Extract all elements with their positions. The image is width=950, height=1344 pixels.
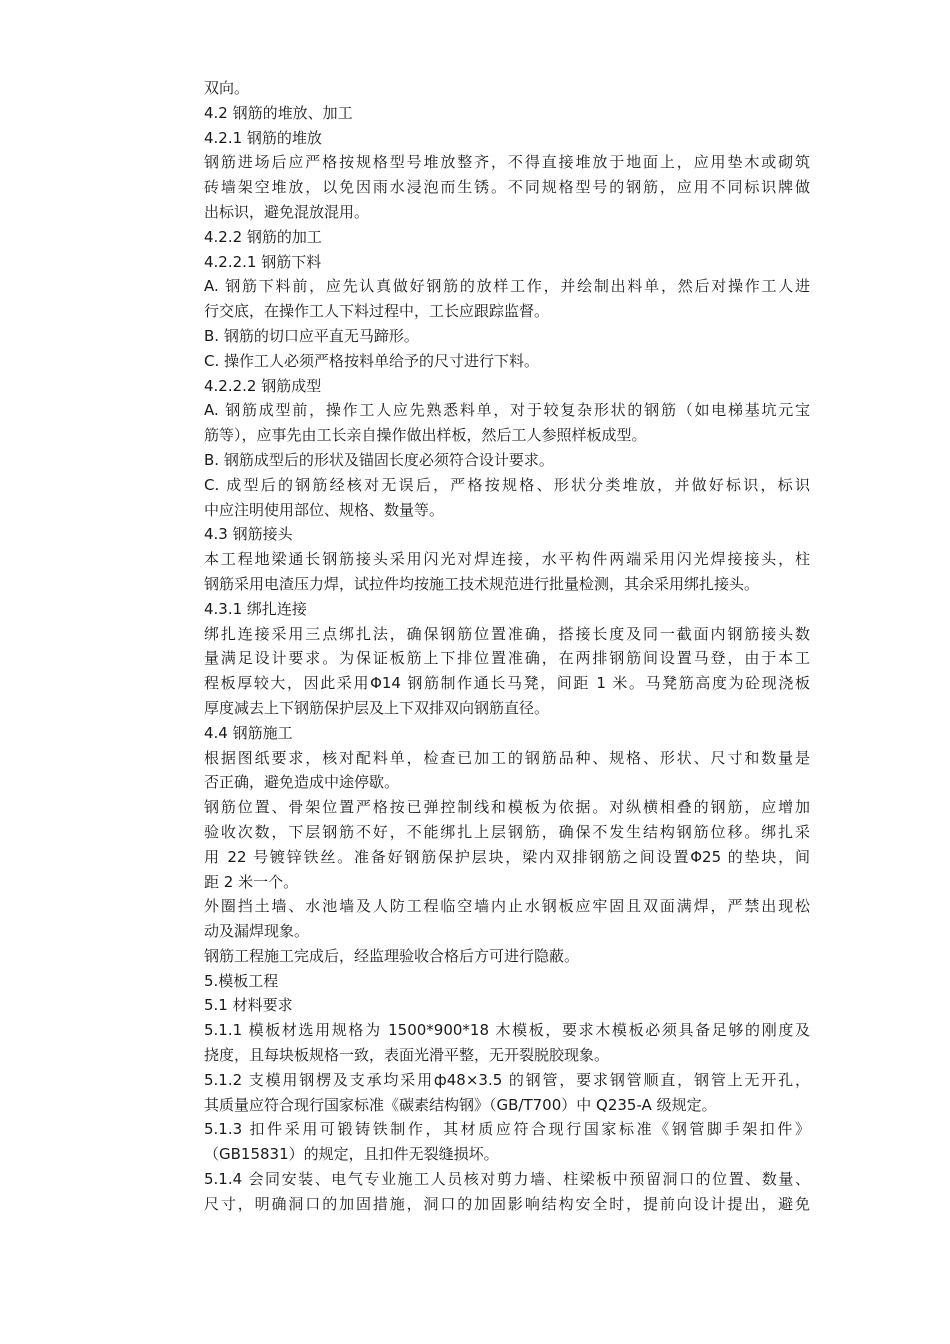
text-line: A. 钢筋成型前，操作工人应先熟悉料单，对于较复杂形状的钢筋（如电梯基坑元宝	[204, 401, 810, 420]
text-line: 出标识，避免混放混用。	[204, 202, 370, 221]
text-line: 4.2 钢筋的堆放、加工	[204, 103, 353, 122]
text-line: 量满足设计要求。为保证板筋上下排位置准确，在两排钢筋间设置马登，由于本工	[204, 649, 810, 668]
document-page	[204, 76, 810, 1217]
text-line: 5.1.1 模板材选用规格为 1500*900*18 木模板，要求木模板必须具备足够的刚度及	[204, 1021, 810, 1040]
text-line: 5.模板工程	[204, 971, 279, 990]
text-line: 程板厚较大，因此采用Φ14 钢筋制作通长马凳，间距 1 米。马凳筋高度为砼现浇板	[204, 674, 810, 693]
text-line: 验收次数，下层钢筋不好，不能绑扎上层钢筋，确保不发生结构钢筋位移。绑扎采	[204, 822, 810, 841]
text-line: 砖墙架空堆放，以免因雨水浸泡而生锈。不同规格型号的钢筋，应用不同标识牌做	[204, 178, 810, 197]
text-line: 挠度，且每块板规格一致，表面光滑平整，无开裂脱胶现象。	[204, 1046, 610, 1065]
text-line: 4.4 钢筋施工	[204, 723, 293, 742]
text-line: B. 钢筋成型后的形状及锚固长度必须符合设计要求。	[204, 450, 554, 469]
text-line: 行交底，在操作工人下料过程中，工长应跟踪监督。	[204, 302, 550, 321]
text-line: 本工程地梁通长钢筋接头采用闪光对焊连接，水平构件两端采用闪光焊接接头，柱	[204, 550, 810, 569]
text-line: 4.2.2.1 钢筋下料	[204, 252, 322, 271]
text-line: 5.1.2 支模用钢楞及支承均采用ф48×3.5 的钢管，要求钢管顺直，钢管上无开孔，	[204, 1070, 810, 1089]
text-line: 5.1.4 会同安装、电气专业施工人员核对剪力墙、柱梁板中预留洞口的位置、数量、	[204, 1170, 810, 1189]
text-line: 其质量应符合现行国家标准《碳素结构钢》（GB/T700）中 Q235-A 级规定。	[204, 1095, 717, 1114]
text-line: 根据图纸要求，核对配料单，检查已加工的钢筋品种、规格、形状、尺寸和数量是	[204, 748, 810, 767]
text-line: 距 2 米一个。	[204, 872, 299, 891]
text-line: 尺寸，明确洞口的加固措施，洞口的加固影响结构安全时，提前向设计提出，避免	[204, 1194, 810, 1213]
text-line: 钢筋工程施工完成后，经监理验收合格后方可进行隐蔽。	[204, 946, 580, 965]
text-line: 中应注明使用部位、规格、数量等。	[204, 500, 445, 519]
text-line: 4.3 钢筋接头	[204, 525, 293, 544]
text-line: 否正确，避免造成中途停歇。	[204, 773, 400, 792]
text-line: C. 成型后的钢筋经核对无误后，严格按规格、形状分类堆放，并做好标识，标识	[204, 475, 810, 494]
text-line: 动及漏焊现象。	[204, 922, 310, 941]
text-line: 外圈挡土墙、水池墙及人防工程临空墙内止水钢板应牢固且双面满焊，严禁出现松	[204, 897, 810, 916]
text-line: C. 操作工人必须严格按料单给予的尺寸进行下料。	[204, 351, 540, 370]
text-line: 5.1 材料要求	[204, 996, 293, 1015]
text-line: 4.2.2 钢筋的加工	[204, 227, 322, 246]
text-line: 厚度减去上下钢筋保护层及上下双排双向钢筋直径。	[204, 698, 550, 717]
text-line: 钢筋采用电渣压力焊，试拉件均按施工技术规范进行批量检测，其余采用绑扎接头。	[204, 574, 760, 593]
text-line: 4.3.1 绑扎连接	[204, 599, 307, 618]
text-line: B. 钢筋的切口应平直无马蹄形。	[204, 326, 419, 345]
text-line: 绑扎连接采用三点绑扎法，确保钢筋位置准确，搭接长度及同一截面内钢筋接头数	[204, 624, 810, 643]
text-line: A. 钢筋下料前，应先认真做好钢筋的放样工作，并绘制出料单，然后对操作工人进	[204, 277, 810, 296]
text-line: 双向。	[204, 79, 250, 97]
text-line: 5.1.3 扣件采用可锻铸铁制作，其材质应符合现行国家标准《钢管脚手架扣件》	[204, 1120, 810, 1139]
text-line: 用 22 号镀锌铁丝。准备好钢筋保护层块，梁内双排钢筋之间设置Φ25 的垫块，间	[204, 847, 810, 866]
text-line: 4.2.2.2 钢筋成型	[204, 376, 322, 395]
text-line: 4.2.1 钢筋的堆放	[204, 128, 322, 147]
text-line: 钢筋位置、骨架位置严格按已弹控制线和模板为依据。对纵横相叠的钢筋，应增加	[204, 798, 810, 817]
text-line: 钢筋进场后应严格按规格型号堆放整齐，不得直接堆放于地面上，应用垫木或砌筑	[204, 153, 810, 172]
text-line: （GB15831）的规定，且扣件无裂缝损坏。	[204, 1145, 499, 1164]
text-line: 筋等），应事先由工长亲自操作做出样板，然后工人参照样板成型。	[204, 426, 647, 445]
